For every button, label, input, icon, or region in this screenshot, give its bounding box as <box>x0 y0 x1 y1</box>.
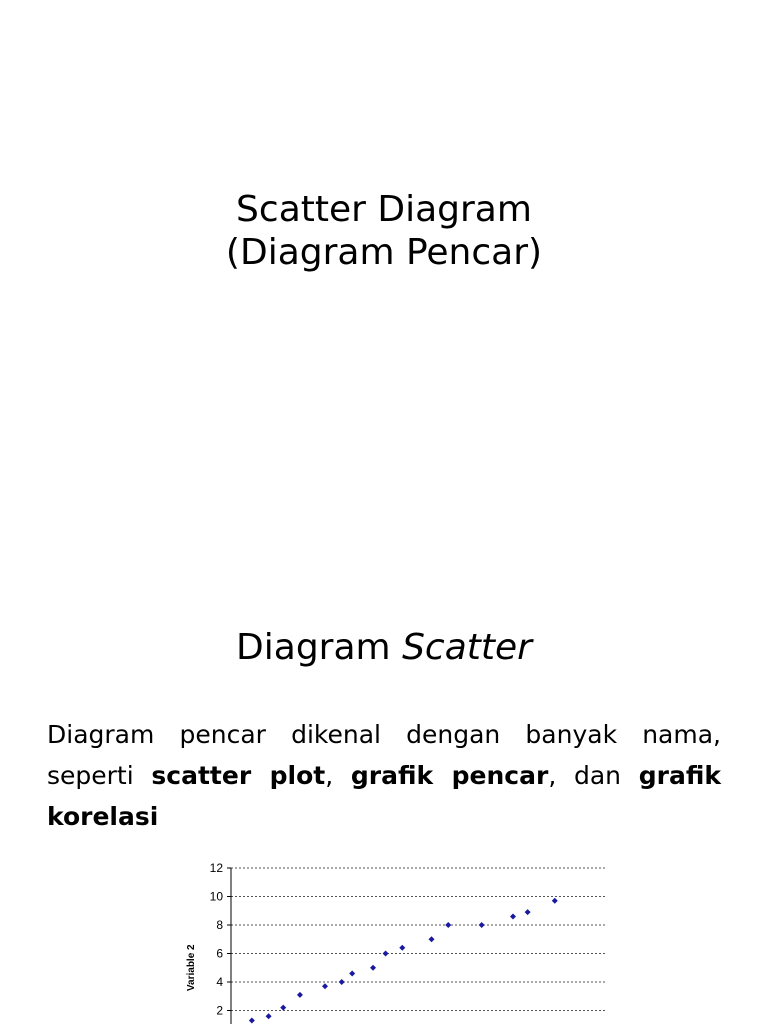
paragraph-text-2: , <box>325 761 351 790</box>
tick-label-8: 8 <box>216 918 223 932</box>
tick-label-2: 2 <box>216 1003 223 1018</box>
title-line-2: (Diagram Pencar) <box>225 232 543 274</box>
heading-italic: Scatter <box>402 627 532 668</box>
term-scatter-plot: scatter plot <box>151 761 326 790</box>
term-grafik-korelasi: grafik korelasi <box>47 761 721 831</box>
y-axis-title: Variable 2 <box>186 944 197 992</box>
paragraph-text-3: , dan <box>548 761 639 790</box>
scatter-chart <box>176 848 610 1024</box>
tick-label-6: 6 <box>216 946 223 961</box>
title-line-1: Scatter Diagram <box>236 189 532 230</box>
chart-background <box>176 848 610 1024</box>
scatter-chart-svg <box>176 848 610 1024</box>
content-slide <box>0 576 768 1024</box>
heading-plain: Diagram <box>236 627 403 668</box>
tick-label-4: 4 <box>216 975 223 989</box>
term-grafik-pencar: grafik pencar <box>350 761 549 790</box>
slide-title <box>0 188 768 274</box>
tick-label-10: 10 <box>209 889 223 904</box>
tick-label-12: 12 <box>209 861 223 875</box>
slide-heading <box>0 626 768 669</box>
body-paragraph <box>47 714 721 837</box>
paragraph-text-1: Diagram pencar dikenal dengan banyak nama, seperti <box>47 720 721 790</box>
